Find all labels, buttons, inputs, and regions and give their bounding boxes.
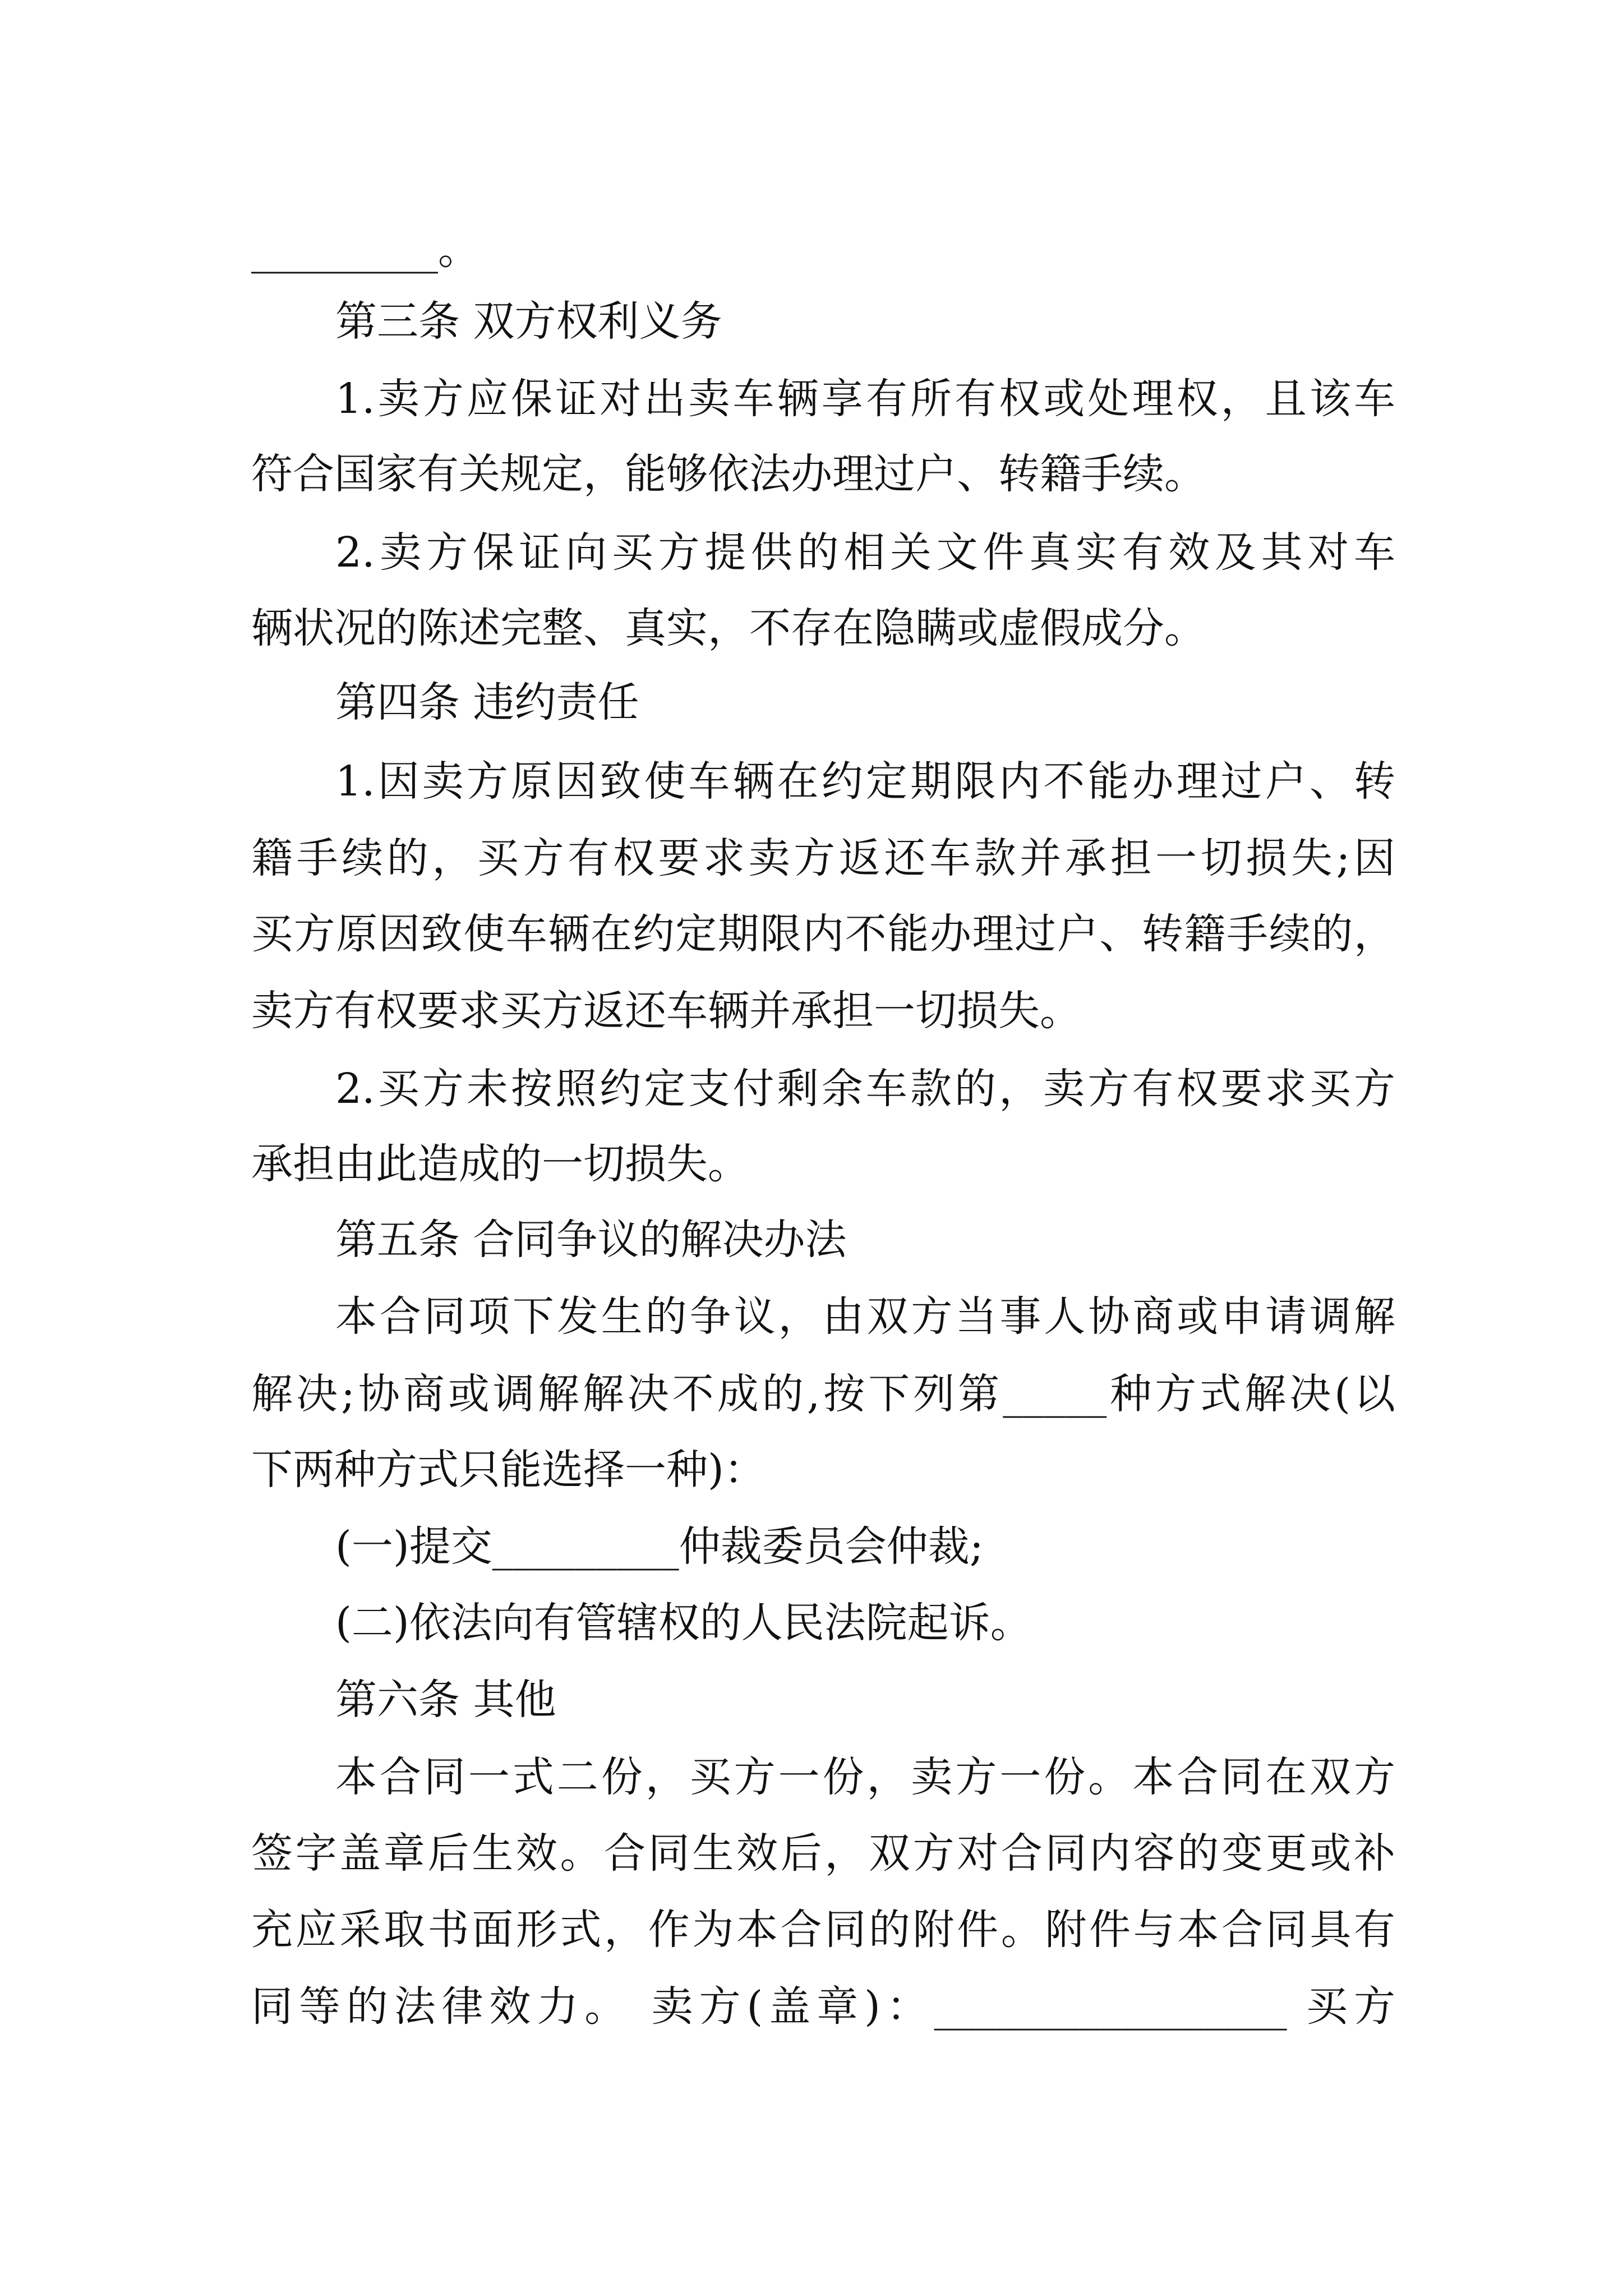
article-4-clause-2-line-1: 2.买方未按照约定支付剩余车款的，卖方有权要求买方 [335, 1065, 1395, 1113]
article-5-text-line-1: 本合同项下发生的争议，由双方当事人协商或申请调解 [335, 1292, 1395, 1341]
article-3-clause-2-line-2: 辆状况的陈述完整、真实，不存在隐瞒或虚假成分。 [251, 604, 1206, 652]
article-3-clause-1-line-1: 1.卖方应保证对出卖车辆享有所有权或处理权，且该车 [335, 375, 1395, 423]
article-6-heading: 第六条 其他 [335, 1676, 556, 1724]
blank-line-end: _________。 [251, 226, 479, 274]
article-6-text-line-2: 签字盖章后生效。合同生效后，双方对合同内容的变更或补 [251, 1829, 1395, 1878]
article-4-heading: 第四条 违约责任 [335, 678, 639, 726]
article-6-text-line-4: 同等的法律效力。 卖方(盖章)：_________________ 买方 [251, 1982, 1395, 2031]
article-5-heading: 第五条 合同争议的解决办法 [335, 1216, 847, 1264]
article-4-clause-1-line-4: 卖方有权要求买方返还车辆并承担一切损失。 [251, 987, 1081, 1035]
article-5-text-line-3: 下两种方式只能选择一种)： [251, 1446, 766, 1494]
article-4-clause-1-line-1: 1.因卖方原因致使车辆在约定期限内不能办理过户、转 [335, 757, 1395, 806]
article-5-option-1: (一)提交_________仲裁委员会仲裁; [335, 1522, 984, 1571]
article-5-option-2: (二)依法向有管辖权的人民法院起诉。 [335, 1599, 1032, 1647]
article-4-clause-2-line-2: 承担由此造成的一切损失。 [251, 1140, 749, 1188]
article-3-clause-1-line-2: 符合国家有关规定，能够依法办理过户、转籍手续。 [251, 450, 1206, 498]
article-4-clause-1-line-2: 籍手续的，买方有权要求卖方返还车款并承担一切损失;因 [251, 834, 1395, 882]
article-4-clause-1-line-3: 买方原因致使车辆在约定期限内不能办理过户、转籍手续的， [251, 910, 1395, 958]
article-6-text-line-3: 充应采取书面形式，作为本合同的附件。附件与本合同具有 [251, 1906, 1395, 1954]
article-5-text-line-2: 解决;协商或调解解决不成的,按下列第_____种方式解决(以 [251, 1370, 1395, 1418]
article-3-clause-2-line-1: 2.卖方保证向买方提供的相关文件真实有效及其对车 [335, 528, 1395, 577]
article-3-heading: 第三条 双方权利义务 [335, 297, 722, 346]
article-6-text-line-1: 本合同一式二份，买方一份，卖方一份。本合同在双方 [335, 1753, 1395, 1801]
